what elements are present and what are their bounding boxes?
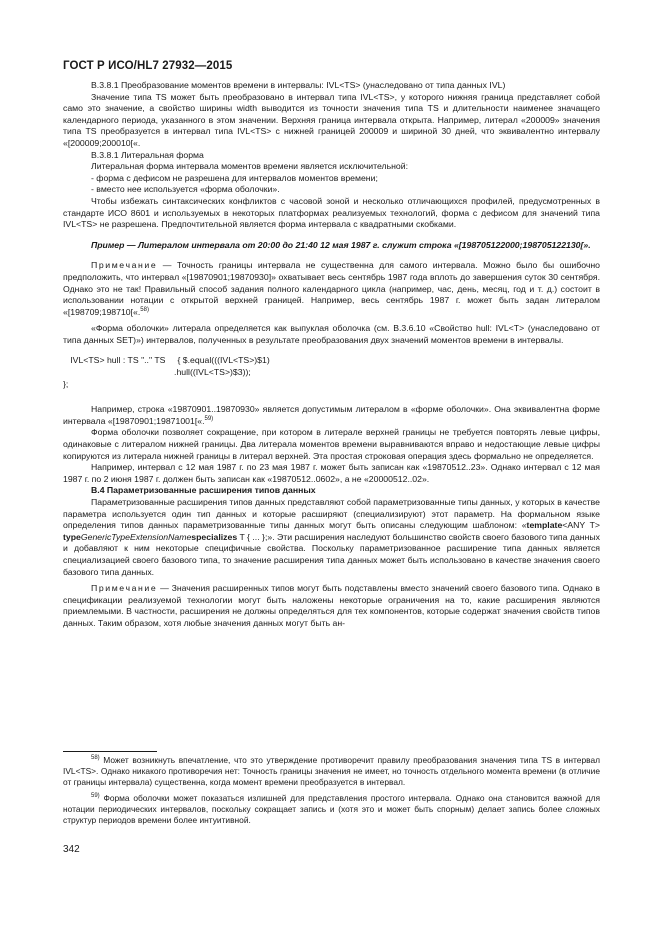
code-line: }; [63, 378, 69, 389]
paragraph: Например, интервал с 12 мая 1987 г. по 23 мая 1987 г. может быть записан как «19870512..23». Однако интервал с 12 мая 1987 г. по 2 июня 1987 г. должен быть записан как «19870512..0602», а не «20000512..02». [63, 462, 600, 484]
note-label: Примечание [91, 260, 158, 271]
note [63, 260, 600, 318]
paragraph-text: T { ... };». Эти расширения наследуют большинство свойств своего базового типа данных и добавляют к ним некоторые специфичные свойства. Поскольку параметризованное расширение типа данных является специализацией своего базового типа, то значение расширения типа данных может быть использовано в качестве значения своего базового типа данных. [63, 531, 600, 577]
page-number: 342 [63, 844, 80, 855]
paragraph: Литеральная форма интервала моментов времени является исключительной: [91, 161, 409, 172]
page-header-title: ГОСТ Р ИСО/HL7 27932—2015 [63, 60, 233, 72]
footnote-divider [63, 751, 157, 752]
footnote-text: Может возникнуть впечатление, что это утверждение противоречит правилу преобразования значения типа TS в интервал IVL<TS>. Однако никакого противоречия нет: Точность границы значения не имеет, но точность отдельного момента времени (в отличие от границы интервала) существенна, когда момент времени преобразуется в интервал. [63, 755, 600, 788]
code-line: .hull((IVL<TS>)$3)); [63, 367, 251, 378]
paragraph-text: Например, строка «19870901..19870930» является допустимым литералом в «форме оболочки». Она эквивалентна форме интервала «[19870901;19871001[«. [63, 404, 600, 426]
footnote-ref: 59) [204, 415, 214, 422]
main-text [63, 80, 600, 630]
footnote-marker: 59) [91, 792, 100, 799]
note-text: — Значения расширенных типов могут быть подставлены вместо значений своего базового типа. Однако в спецификации реализуемой технологии могут быть наложены некоторые ограничения на то, какие расширения являются приемлемыми. В частности, расширения не должны определяться для тех компонентов, которые содержат значения свойств типов данных. Таким образом, хотя любые значения данных могут быть ан- [63, 583, 600, 628]
subsection-heading-b381: В.3.8.1 Преобразование моментов времени в интервалы: IVL<TS> (унаследовано от типа данных IVL) [91, 80, 506, 90]
footnotes [63, 755, 600, 826]
footnote-text: Форма оболочки может показаться излишней для представления простого интервала. Однако она становится важной для нотации периодических интервалов, поскольку сокращает запись и (хотя это и может быть спорным) делает запись более сложных структур периодов времени более интуитивной. [63, 792, 600, 826]
note [63, 583, 600, 629]
list-item: - вместо нее используется «форма оболочки». [91, 184, 280, 195]
paragraph-text: Параметризованные расширения типов данных представляют собой параметризованные типы данных, у которых в качестве параметра используется один тип данных и которые расширяют (специализируют) этот параметр. На формальном языке определения типов данных параметризованные типы данных могут быть описаны следующим шаблоном: « [63, 497, 600, 531]
note-text: — Точность границы интервала не существенна для самого интервала. Можно было бы ошибочно предположить, что интервал «[19870901;19870930]» охватывает весь сентябрь 1987 года вплоть до завершения суток 30 сентября. Однако это не так! Правильный способ задания полного календарного цикла (например, час, день, месяц, год и т. д.) состоит в использовании нотации с открытой верхней границей. Например, весь сентябрь 1987 г. может быть задан литералом «[198709;198710[«. [63, 260, 600, 317]
footnote-59 [63, 793, 600, 827]
keyword: template [526, 520, 563, 531]
section-heading-b4: В.4 Параметризованные расширения типов данных [91, 485, 316, 496]
note-label: Примечание [91, 583, 158, 594]
footnote-58 [63, 755, 600, 789]
paragraph: «Форма оболочки» литерала определяется как выпуклая оболочка (см. В.3.6.10 «Свойство hull: IVL<T> (унаследовано от типа данных SET)») интервалов, полученных в результате преобразования двух значений моментов времени в интервалы. [63, 323, 600, 345]
keyword: type [63, 531, 81, 542]
type-name: GenericTypeExtensionName [80, 531, 192, 542]
code-text: <ANY T> [562, 520, 600, 531]
subsection-heading-literal-form: В.3.8.1 Литеральная форма [91, 149, 204, 160]
footnote-ref: 58) [140, 306, 149, 313]
paragraph [63, 497, 600, 578]
footnote-marker: 58) [91, 755, 100, 761]
list-item: - форма с дефисом не разрешена для интервалов моментов времени; [91, 172, 378, 183]
paragraph: Форма оболочки позволяет сокращение, при котором в литерале верхней границы не требуется повторять левые цифры, одинаковые с литералом нижней границы. Два литерала моментов времени выравниваются вправо и недостающие левые цифры копируются из литерала нижней границы в литерал верхней. Эта простая строковая операция здесь формально не определяется. [63, 427, 600, 461]
example: Пример — Литералом интервала от 20:00 до 21:40 12 мая 1987 г. служит строка «[198705122000;198705122130[». [91, 239, 591, 250]
paragraph [63, 404, 600, 427]
code-line: IVL<TS> hull : TS ".." TS { $.equal(((IVL<TS>)$1) [63, 355, 270, 366]
keyword: specializes [191, 531, 238, 542]
paragraph: Чтобы избежать синтаксических конфликтов с часовой зоной и несколько отличающихся профилей, предусмотренных в стандарте ИСО 8601 и используемых в некоторых платформах реализуемых технологий, форма с дефисом для значений типа IVL<TS> не разрешена. Предпочтительной является форма интервала с квадратными скобками. [63, 195, 600, 230]
paragraph: Значение типа TS может быть преобразовано в интервал типа IVL<TS>, у которого нижняя граница представляет собой само это значение, а свойство ширины width выводится из точности значения типа TS и длительности наименее значащего календарного периода, указанного в этом значении. Верхняя граница интервала открыта. Например, литерал «200009» значения типа TS преобразуется в интервал типа IVL<TS> с нижней границей 200009 и шириной 30 дней, что эквивалентно интервалу «[200009;200010[«. [63, 91, 600, 148]
